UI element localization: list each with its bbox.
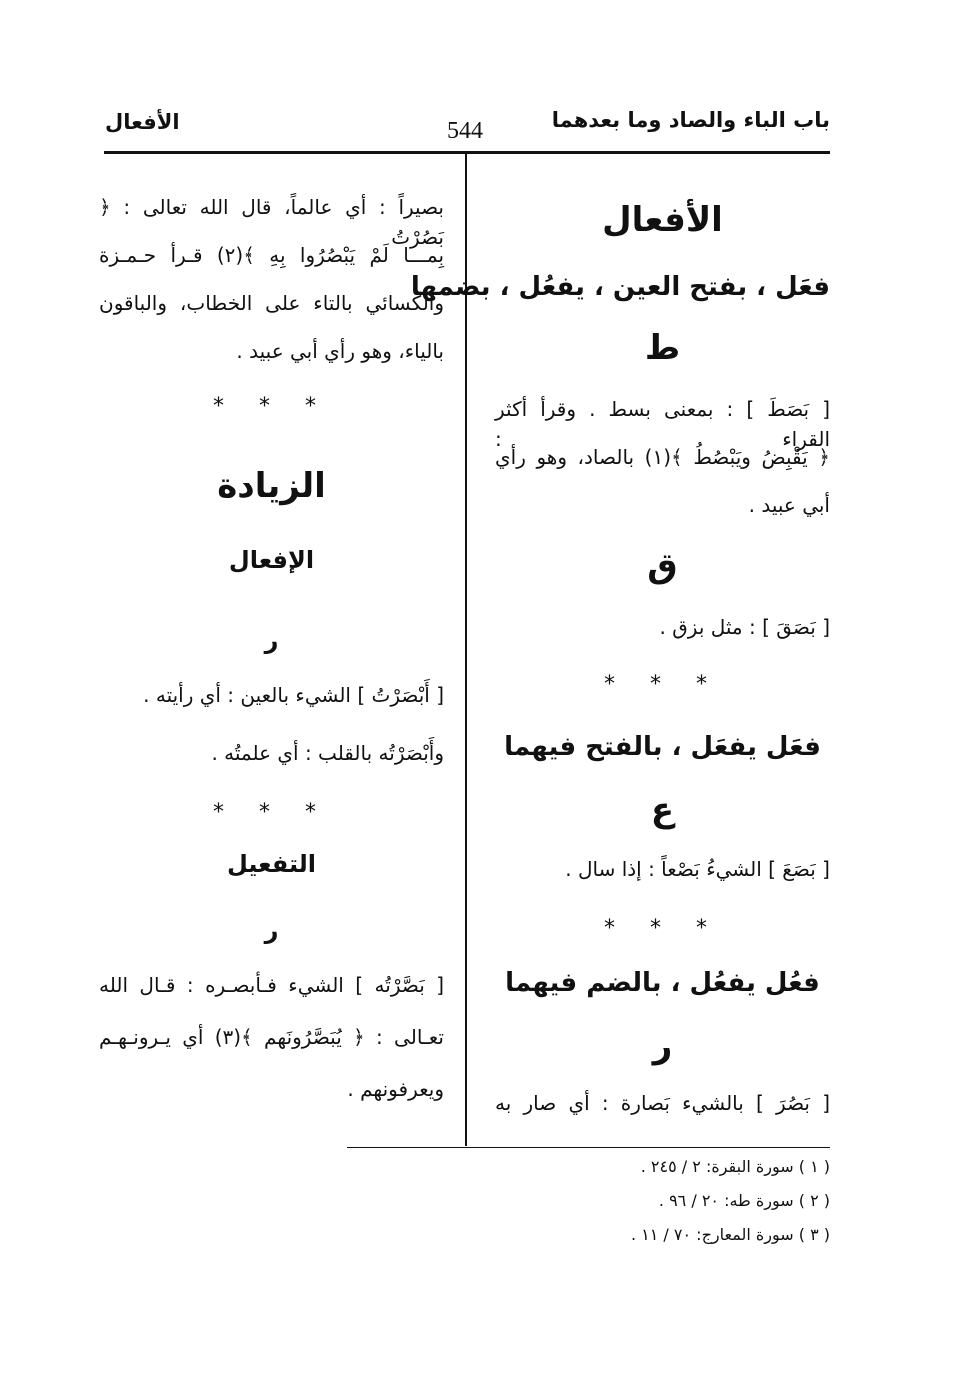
separator-stars-1: * * * <box>604 672 721 697</box>
entry-bassartuhu-line-3: ويعرفونهم . <box>347 1077 444 1101</box>
footnote-2: ( ٢ ) سورة طه: ٢٠ / ٩٦ . <box>658 1191 830 1210</box>
continuation-line-3: والكسائي بالتاء على الخطاب، والباقون <box>99 291 444 315</box>
entry-absartu: [ أَبْصَرْتُ ] الشيء بالعين : أي رأيته . <box>143 683 444 707</box>
header-rule <box>104 151 830 154</box>
continuation-line-2: بِمـــا لَمْ يَبْصُرُوا بِهِ ﴾(٢) قـرأ حـمـزة <box>99 243 445 267</box>
entry-absartuhu: وأَبْصَرْتُه بالقلب : أي علمتُه . <box>211 741 444 765</box>
pattern-heading-3: فعُل يفعُل ، بالضم فيهما <box>505 968 820 998</box>
letter-heading-r-1: ر <box>264 626 279 654</box>
pattern-heading-1: فعَل ، بفتح العين ، يفعُل ، بضمها <box>410 272 830 302</box>
subheading-tafil: التفعيل <box>226 850 317 878</box>
footnote-1: ( ١ ) سورة البقرة: ٢ / ٢٤٥ . <box>640 1157 830 1176</box>
entry-basura: [ بَصُرَ ] بالشيء بَصارة : أي صار به <box>495 1091 830 1115</box>
heading-afaal: الأفعال <box>602 200 723 240</box>
running-header-section: الأفعال <box>105 110 180 134</box>
continuation-line-4: بالياء، وهو رأي أبي عبيد . <box>236 339 444 363</box>
entry-bassartuhu-line-2: تعـالى : ﴿ يُبَصَّرُونَهم ﴾(٣) أي يـرونـهـم <box>99 1025 444 1049</box>
page-number: 544 <box>447 118 483 144</box>
continuation-line-1: بصيراً : أي عالماً، قال الله تعالى : ﴿ بَصُرْتُ <box>99 195 444 249</box>
footnote-rule <box>347 1147 830 1148</box>
entry-basaa: [ بَصَعَ ] الشيءُ بَصْعاً : إذا سال . <box>565 857 830 881</box>
separator-stars-2: * * * <box>604 916 721 941</box>
running-header-chapter: باب الباء والصاد وما بعدهما <box>551 108 830 132</box>
letter-heading-r-2: ر <box>264 916 279 944</box>
letter-heading-t: ط <box>644 328 681 368</box>
footnote-3: ( ٣ ) سورة المعارج: ٧٠ / ١١ . <box>630 1225 830 1244</box>
separator-stars-3: * * * <box>213 394 330 419</box>
subheading-ifal: الإفعال <box>228 546 315 574</box>
heading-ziyada: الزيادة <box>217 466 326 506</box>
entry-bassartuhu-line-1: [ بَصَّرْتُه ] الشيء فـأبصـره : قـال الله <box>99 973 444 997</box>
entry-basata-line-3: أبي عبيد . <box>748 493 830 517</box>
letter-heading-ayn: ع <box>650 790 675 830</box>
entry-basata-line-1: [ بَصَطَ ] : بمعنى بسط . وقرأ أكثر القراء : <box>495 397 830 451</box>
letter-heading-q: ق <box>647 546 678 586</box>
letter-heading-r: ر <box>652 1026 673 1066</box>
pattern-heading-2: فعَل يفعَل ، بالفتح فيهما <box>504 732 821 762</box>
entry-basaqa: [ بَصَقَ ] : مثل بزق . <box>659 615 830 639</box>
separator-stars-4: * * * <box>213 800 330 825</box>
entry-basata-line-2: ﴿ يَقْبِضُ ويَبْصُطُ ﴾(١) بالصاد، وهو رأي <box>495 445 830 469</box>
